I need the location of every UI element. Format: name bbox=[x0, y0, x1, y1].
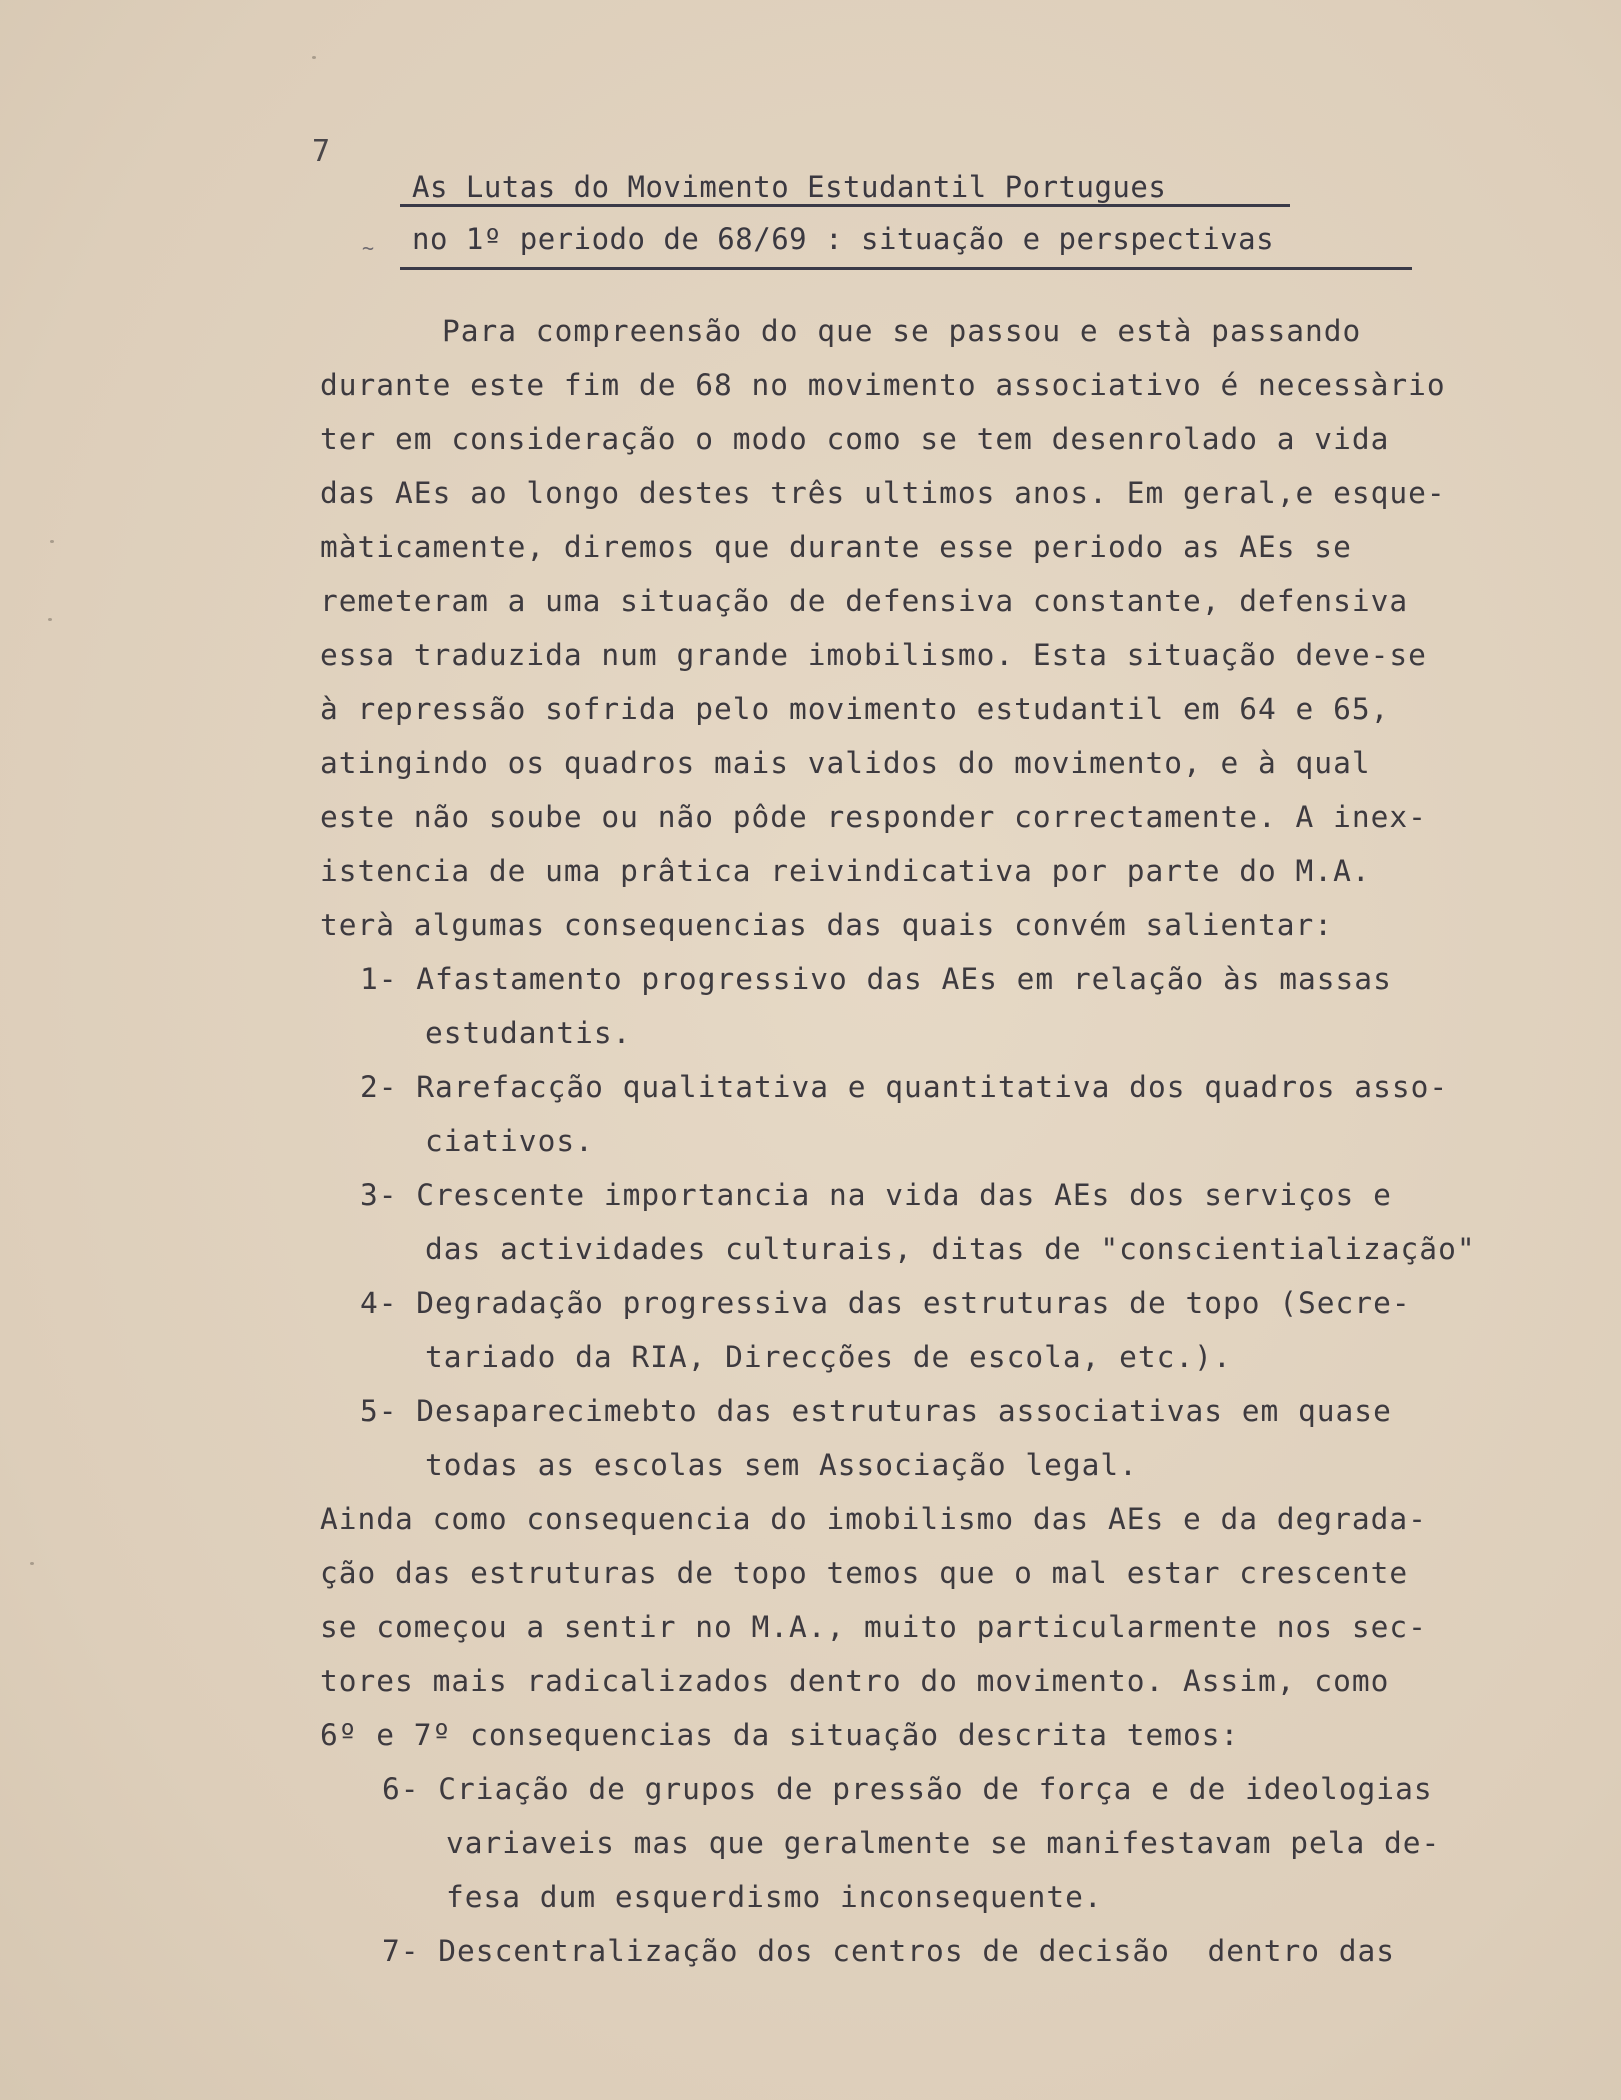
paper-speck bbox=[312, 56, 316, 59]
text-line: 5- Desaparecimebto das estruturas associativas em quase bbox=[360, 1394, 1392, 1428]
text-line: tariado da RIA, Direcções de escola, etc.). bbox=[425, 1340, 1232, 1374]
text-line: ter em consideração o modo como se tem desenrolado a vida bbox=[320, 422, 1390, 456]
text-line: ção das estruturas de topo temos que o mal estar crescente bbox=[320, 1556, 1409, 1590]
text-line: terà algumas consequencias das quais convém salientar: bbox=[320, 908, 1334, 942]
text-line: 6º e 7º consequencias da situação descrita temos: bbox=[320, 1718, 1240, 1752]
text-line: atingindo os quadros mais validos do movimento, e à qual bbox=[320, 746, 1371, 780]
text-line: das actividades culturais, ditas de "conscientialização" bbox=[425, 1232, 1476, 1266]
text-line: fesa dum esquerdismo inconsequente. bbox=[446, 1880, 1103, 1914]
page-number: 7 bbox=[312, 134, 331, 169]
paper-speck bbox=[30, 1562, 34, 1565]
title-underline-1 bbox=[400, 204, 1290, 207]
margin-mark: ~ bbox=[362, 236, 375, 260]
text-line: remeteram a uma situação de defensiva constante, defensiva bbox=[320, 584, 1409, 618]
text-line: 4- Degradação progressiva das estruturas de topo (Secre- bbox=[360, 1286, 1411, 1320]
text-line: 1- Afastamento progressivo das AEs em relação às massas bbox=[360, 962, 1392, 996]
text-line: 6- Criação de grupos de pressão de força e de ideologias bbox=[382, 1772, 1433, 1806]
body-text bbox=[320, 304, 1600, 1978]
text-line: Ainda como consequencia do imobilismo das AEs e da degrada- bbox=[320, 1502, 1427, 1536]
text-line: 2- Rarefacção qualitativa e quantitativa dos quadros asso- bbox=[360, 1070, 1449, 1104]
text-line: variaveis mas que geralmente se manifestavam pela de- bbox=[446, 1826, 1441, 1860]
text-line: à repressão sofrida pelo movimento estudantil em 64 e 65, bbox=[320, 692, 1390, 726]
title-underline-2 bbox=[400, 267, 1412, 270]
text-line: essa traduzida num grande imobilismo. Esta situação deve-se bbox=[320, 638, 1427, 672]
text-line: este não soube ou não pôde responder correctamente. A inex- bbox=[320, 800, 1427, 834]
text-line: tores mais radicalizados dentro do movimento. Assim, como bbox=[320, 1664, 1390, 1698]
text-line: durante este fim de 68 no movimento associativo é necessàrio bbox=[320, 368, 1446, 402]
text-line: Para compreensão do que se passou e està passando bbox=[442, 314, 1362, 348]
text-line: se começou a sentir no M.A., muito particularmente nos sec- bbox=[320, 1610, 1427, 1644]
paper-speck bbox=[48, 618, 52, 621]
title-line-1: As Lutas do Movimento Estudantil Portugues bbox=[412, 170, 1167, 204]
text-line: 7- Descentralização dos centros de decisão dentro das bbox=[382, 1934, 1396, 1968]
text-line: estudantis. bbox=[425, 1016, 632, 1050]
paper-speck bbox=[50, 540, 54, 543]
text-line: ciativos. bbox=[425, 1124, 594, 1158]
title-line-2: no 1º periodo de 68/69 : situação e perspectivas bbox=[412, 222, 1275, 256]
text-line: das AEs ao longo destes três ultimos anos. Em geral,e esque- bbox=[320, 476, 1446, 510]
text-line: màticamente, diremos que durante esse periodo as AEs se bbox=[320, 530, 1352, 564]
text-line: todas as escolas sem Associação legal. bbox=[425, 1448, 1138, 1482]
text-line: istencia de uma prâtica reivindicativa por parte do M.A. bbox=[320, 854, 1371, 888]
text-line: 3- Crescente importancia na vida das AEs dos serviços e bbox=[360, 1178, 1392, 1212]
